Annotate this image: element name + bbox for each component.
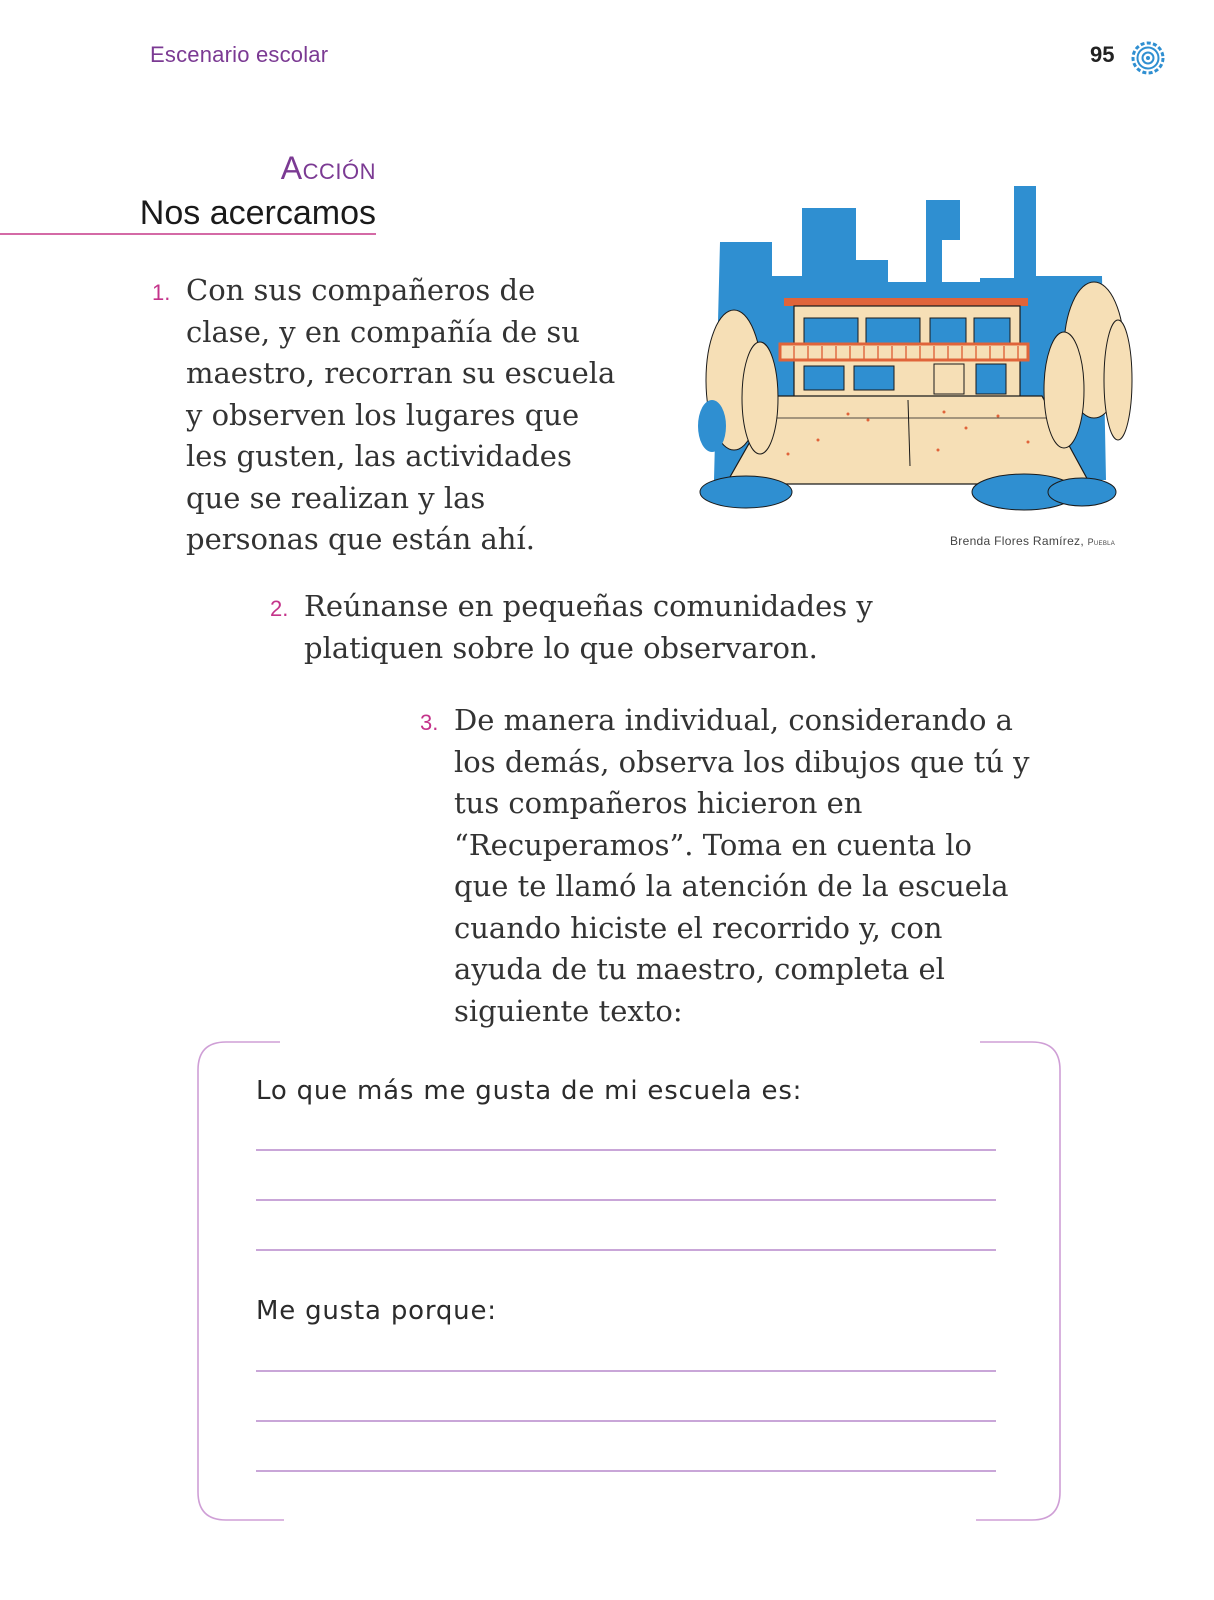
item-text: Con sus compañeros de clase, y en compañía de su maestro, recorran su escuela y observen los lugares que les gusten, las actividades que se realizan y las personas que están ahí. [186,273,616,556]
section-rule [0,233,376,235]
page-emblem-icon [1131,41,1165,75]
school-illustration [698,180,1138,520]
instruction-item-3 [420,700,1034,1032]
page-number: 95 [1090,42,1115,67]
answer-line[interactable] [256,1199,996,1201]
instruction-item-1 [152,270,626,561]
credit-name: Brenda Flores Ramírez, [950,534,1084,548]
credit-place: Puebla [1087,537,1116,547]
instruction-item-2 [270,586,904,669]
section-title: Nos acercamos [139,194,376,232]
worksheet-prompt-1: Lo que más me gusta de mi escuela es: [256,1076,803,1106]
answer-line[interactable] [256,1420,996,1422]
worksheet-prompt-2: Me gusta porque: [256,1296,497,1326]
item-number: 3. [420,710,439,735]
item-text: Reúnanse en pequeñas comunidades y platiquen sobre lo que observaron. [304,589,873,665]
item-text: De manera individual, considerando a los demás, observa los dibujos que tú y tus compañeros hicieron en “Recuperamos”. Toma en cuenta lo que te llamó la atención de la escuela cuando hiciste el recorrido y, con ayuda de tu maestro, completa el siguiente texto: [454,703,1030,1028]
illustration-credit [950,534,1115,548]
running-head: Escenario escolar [150,42,329,67]
writing-box-frame [196,1040,1062,1522]
answer-line[interactable] [256,1370,996,1372]
answer-line[interactable] [256,1249,996,1251]
section-label: Acción [280,150,376,186]
item-number: 1. [152,280,171,305]
answer-line[interactable] [256,1470,996,1472]
item-number: 2. [270,596,289,621]
answer-line[interactable] [256,1149,996,1151]
